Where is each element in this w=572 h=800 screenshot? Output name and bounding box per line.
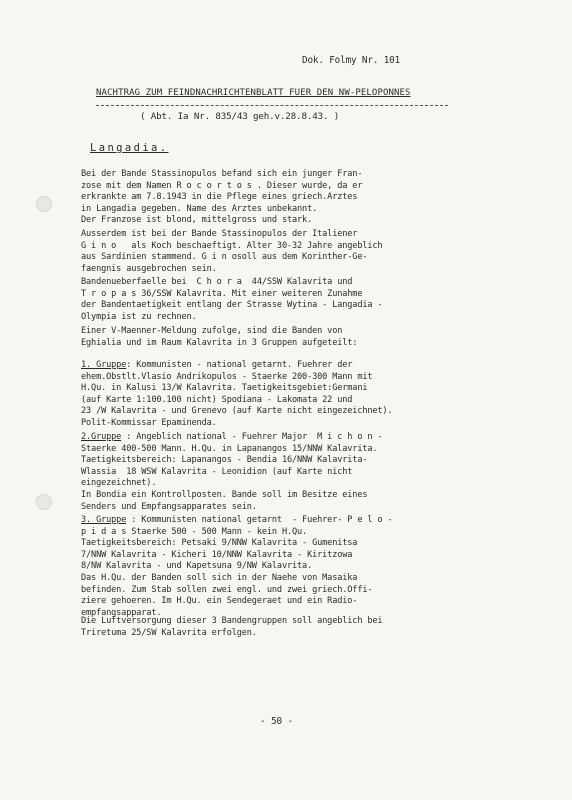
text-line: aus Sardinien stammend. G i n osoll aus dem Korinther-Ge- <box>81 252 368 263</box>
text-line: Triretuma 25/SW Kalavrita erfolgen. <box>81 627 257 638</box>
page-number: - 50 - <box>260 716 293 727</box>
text-line: In Bondia ein Kontrollposten. Bande soll im Besitze eines <box>81 489 368 500</box>
document-subtitle: ( Abt. Ia Nr. 835/43 geh.v.28.8.43. ) <box>140 111 340 122</box>
text-line: Wlassia 18 WSW Kalavrita - Leonidion (auf Karte nicht <box>81 466 353 477</box>
paragraph-group-2 <box>81 432 541 513</box>
document-title: NACHTRAG ZUM FEINDNACHRICHTENBLATT FUER DEN NW-PELOPONNES <box>96 88 411 98</box>
group-heading: 3. Gruppe <box>81 515 127 525</box>
group-heading: 1. Gruppe <box>81 360 127 370</box>
paragraph-french-person <box>81 169 541 227</box>
text-line: p i d a s Staerke 500 - 500 Mann - kein H.Qu. <box>81 526 308 537</box>
text-line: Taetigkeitsbereich: Petsaki 9/NNW Kalavrita - Gumenitsa <box>81 538 358 549</box>
place-heading: Langadia. <box>90 142 169 154</box>
text-line: eingezeichnet). <box>81 478 157 489</box>
text-line: 23 /W Kalavrita - und Grenevo (auf Karte nicht eingezeichnet). <box>81 406 393 417</box>
text-line: der Bandentaetigkeit entlang der Strasse Wytina - Langadia - <box>81 300 383 311</box>
text-line <box>81 432 541 444</box>
text-line: Taetigkeitsbereich: Lapanangos - Bendia 16/NNW Kalavrita- <box>81 455 368 466</box>
text-line: empfangsapparat. <box>81 607 162 618</box>
text-line: (auf Karte 1:100.100 nicht) Spodiana - Lakomata 22 und <box>81 394 353 405</box>
text-line: in Langadia gegeben. Name des Arztes unbekannt. <box>81 203 318 214</box>
text-line: zose mit dem Namen R o c o r t o s . Dieser wurde, da er <box>81 180 363 191</box>
text-line: Bandenueberfaelle bei C h o r a 44/SSW Kalavrita und <box>81 277 353 287</box>
document-reference: Dok. Folmy Nr. 101 <box>302 55 401 66</box>
line-text: : Kommunisten - national getarnt. Fuehrer der <box>126 360 353 370</box>
punch-hole-bottom <box>36 494 52 510</box>
title-divider <box>96 105 448 106</box>
text-line: Staerke 400-500 Mann. H.Qu. in Lapanangos 15/NNW Kalavrita. <box>81 443 378 454</box>
paragraph-group-1 <box>81 360 541 430</box>
text-line: Eghialia und im Raum Kalavrita in 3 Gruppen aufgeteilt: <box>81 337 358 348</box>
text-line: Der Franzose ist blond, mittelgross und stark. <box>81 215 313 226</box>
group-heading: 2.Gruppe <box>81 432 122 442</box>
text-line: befinden. Zum Stab sollen zwei engl. und zwei griech.Offi- <box>81 584 373 595</box>
paragraph-group-3 <box>81 515 541 619</box>
text-line: Ausserdem ist bei der Bande Stassinopulos der Italiener <box>81 229 358 239</box>
line-text: : Angeblich national - Fuehrer Major M i c h o n - <box>121 432 383 442</box>
paragraph-italian-cook <box>81 229 541 275</box>
text-line: Einer V-Maenner-Meldung zufolge, sind die Banden von <box>81 326 343 336</box>
line-text: : Kommunisten national getarnt - Fuehrer- P e l o - <box>126 515 393 525</box>
text-line: erkrankte am 7.8.1943 in die Pflege eines griech.Arztes <box>81 192 358 203</box>
text-line: Polit-Kommissar Epaminenda. <box>81 417 217 428</box>
text-line: Bei der Bande Stassinopulos befand sich ein junger Fran- <box>81 169 363 179</box>
paragraph-informant-report <box>81 326 541 349</box>
text-line: H.Qu. in Kalusi 13/W Kalavrita. Taetigkeitsgebiet:Germani <box>81 383 368 394</box>
text-line <box>81 515 541 527</box>
punch-hole-top <box>36 196 52 212</box>
text-line: Die Luftversorgung dieser 3 Bandengruppen soll angeblich bei <box>81 616 383 626</box>
paragraph-air-supply <box>81 616 541 639</box>
paragraph-band-attacks <box>81 277 541 323</box>
text-line: faengnis ausgebrochen sein. <box>81 263 217 274</box>
text-line: G i n o als Koch beschaeftigt. Alter 30-32 Jahre angeblich <box>81 240 383 251</box>
text-line: Senders und Empfangsapparates sein. <box>81 501 257 512</box>
text-line <box>81 360 541 372</box>
text-line: Olympia ist zu rechnen. <box>81 311 197 322</box>
text-line: 7/NNW Kalavrita - Kicheri 10/NNW Kalavrita - Kiritzowa <box>81 549 353 560</box>
text-line: 8/NW Kalavrita - und Kapetsuna 9/NW Kalavrita. <box>81 561 313 572</box>
text-line: ziere gehoeren. Im H.Qu. ein Sendegeraet und ein Radio- <box>81 596 358 607</box>
text-line: Das H.Qu. der Banden soll sich in der Naehe von Masaika <box>81 572 358 583</box>
text-line: T r o p a s 36/SSW Kalavrita. Mit einer weiteren Zunahme <box>81 288 363 299</box>
text-line: ehem.Obstlt.Vlasio Andrikopulos - Staerke 200-300 Mann mit <box>81 371 373 382</box>
